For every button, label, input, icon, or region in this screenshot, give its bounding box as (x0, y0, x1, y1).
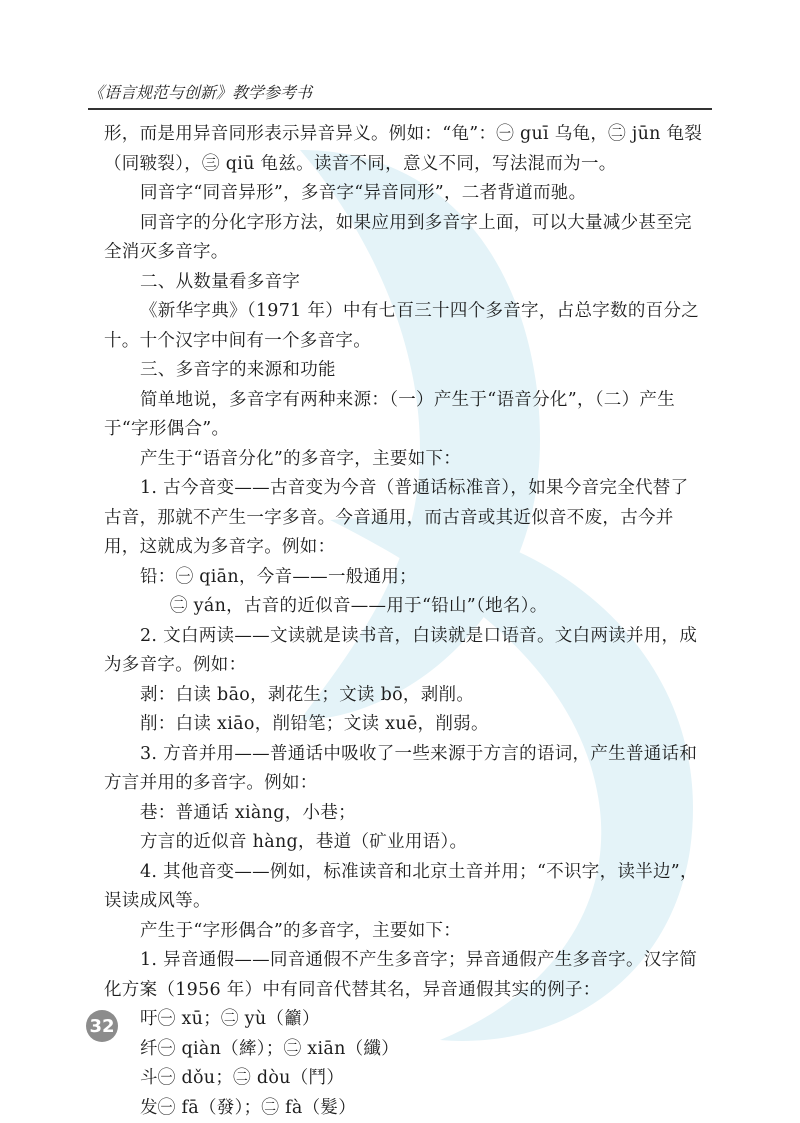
paragraph: 同音字“同音异形”，多音字“异音同形”，二者背道而驰。 (104, 179, 704, 209)
paragraph: 《新华字典》（1971 年）中有七百三十四个多音字，占总字数的百分之十。十个汉字中间有一个多音字。 (104, 297, 704, 356)
paragraph: 巷：普通话 xiàng，小巷； (104, 799, 704, 829)
paragraph: 产生于“字形偶合”的多音字，主要如下： (104, 917, 704, 947)
page-number: 32 (89, 1016, 114, 1037)
paragraph: 斗㊀ dǒu；㊁ dòu（鬥） (104, 1064, 704, 1094)
paragraph: 产生于“语音分化”的多音字，主要如下： (104, 445, 704, 475)
paragraph: 纤㊀ qiàn（縴）；㊁ xiān（纖） (104, 1035, 704, 1065)
paragraph: 1. 古今音变——古音变为今音（普通话标准音），如果今音完全代替了古音，那就不产生一字多音。今音通用，而古音或其近似音不废，古今并用，这就成为多音字。例如： (104, 474, 704, 563)
paragraph: 2. 文白两读——文读就是读书音，白读就是口语音。文白两读并用，成为多音字。例如： (104, 622, 704, 681)
page-header (88, 74, 712, 110)
paragraph: 1. 异音通假——同音通假不产生多音字；异音通假产生多音字。汉字简化方案（1956 年）中有同音代替其名，异音通假其实的例子： (104, 946, 704, 1005)
paragraph: 吁㊀ xū；㊁ yù（籲） (104, 1005, 704, 1035)
paragraph: ㊁ yán，古音的近似音——用于“铅山”（地名）。 (104, 592, 704, 622)
paragraph: 发㊀ fā（發）；㊁ fà（髮） (104, 1094, 704, 1123)
paragraph: 形，而是用异音同形表示异音异义。例如：“龟”：㊀ guī 乌龟，㊁ jūn 龟裂（同皲裂），㊂ qiū 龟兹。读音不同，意义不同，写法混而为一。 (104, 120, 704, 179)
paragraph: 方言的近似音 hàng，巷道（矿业用语）。 (104, 828, 704, 858)
paragraph: 简单地说，多音字有两种来源：（一）产生于“语音分化”，（二）产生于“字形偶合”。 (104, 386, 704, 445)
paragraph: 4. 其他音变——例如，标准读音和北京土音并用；“不识字，读半边”，误读成风等。 (104, 858, 704, 917)
paragraph: 二、从数量看多音字 (104, 268, 704, 298)
body-text (104, 120, 704, 1123)
header-title: 《语言规范与创新》教学参考书 (88, 80, 312, 103)
header-rule (88, 108, 712, 110)
paragraph: 三、多音字的来源和功能 (104, 356, 704, 386)
page-number-badge (86, 1010, 118, 1042)
paragraph: 铅：㊀ qiān，今音——一般通用； (104, 563, 704, 593)
paragraph: 3. 方音并用——普通话中吸收了一些来源于方言的语词，产生普通话和方言并用的多音字。例如： (104, 740, 704, 799)
paragraph: 削：白读 xiāo，削铅笔；文读 xuē，削弱。 (104, 710, 704, 740)
paragraph: 剥：白读 bāo，剥花生；文读 bō，剥削。 (104, 681, 704, 711)
paragraph: 同音字的分化字形方法，如果应用到多音字上面，可以大量减少甚至完全消灭多音字。 (104, 209, 704, 268)
